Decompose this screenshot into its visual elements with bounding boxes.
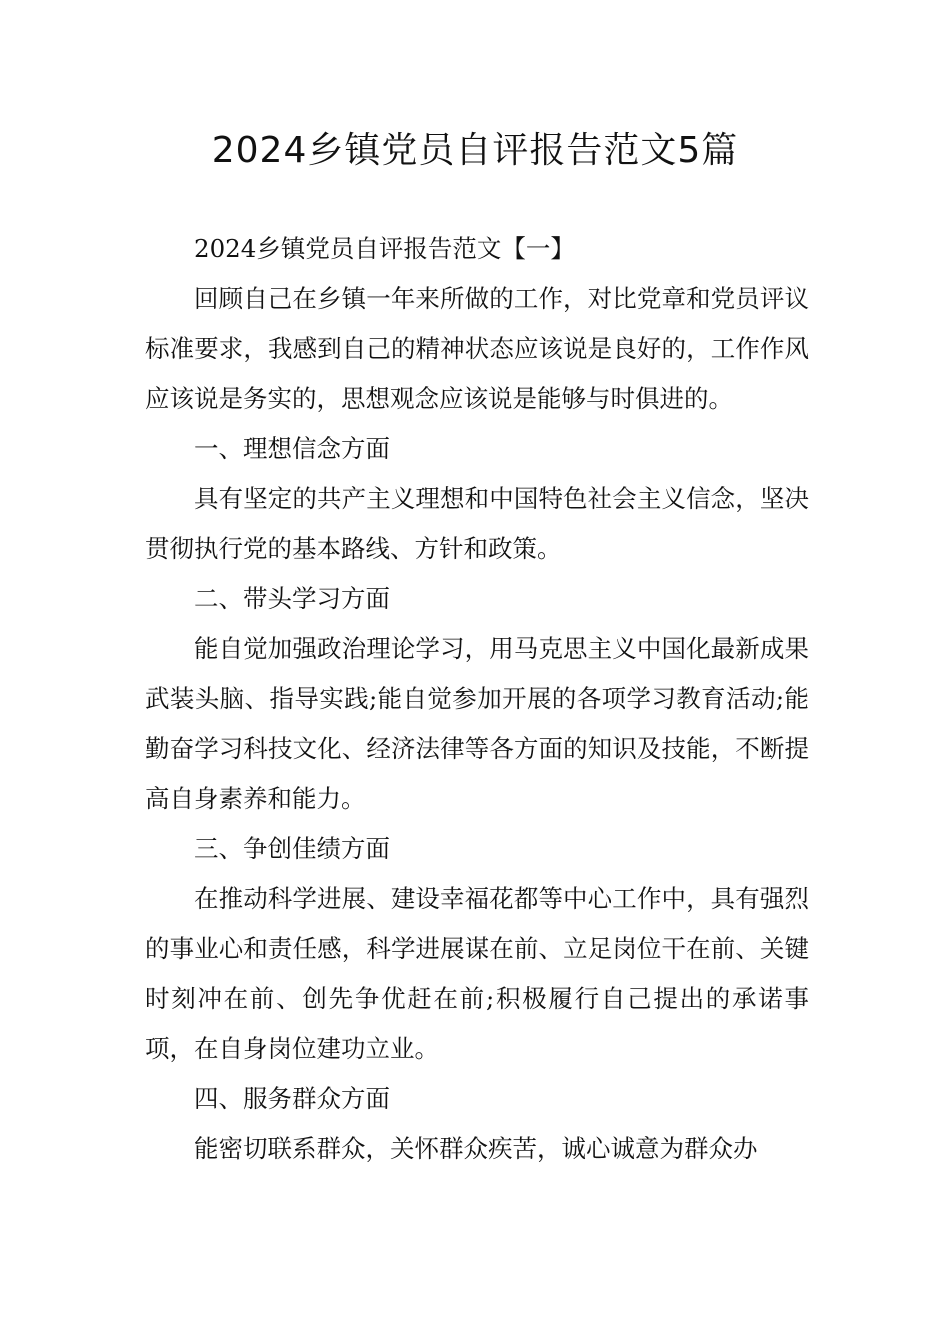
body-paragraph: 回顾自己在乡镇一年来所做的工作，对比党章和党员评议标准要求，我感到自己的精神状态应该说是良好的，工作作风应该说是务实的，思想观念应该说是能够与时俱进的。 bbox=[145, 284, 809, 413]
document-title: 2024乡镇党员自评报告范文5篇 bbox=[211, 130, 739, 171]
section-heading: 四、服务群众方面 bbox=[194, 1084, 390, 1113]
body-paragraph: 能密切联系群众，关怀群众疾苦，诚心诚意为群众办 bbox=[194, 1134, 758, 1163]
section-heading: 三、争创佳绩方面 bbox=[194, 834, 390, 863]
section-heading: 2024乡镇党员自评报告范文【一】 bbox=[194, 234, 575, 263]
section-heading: 二、带头学习方面 bbox=[194, 584, 390, 613]
body-paragraph: 在推动科学进展、建设幸福花都等中心工作中，具有强烈的事业心和责任感，科学进展谋在前、立足岗位干在前、关键时刻冲在前、创先争优赶在前;积极履行自己提出的承诺事项，在自身岗位建功立业。 bbox=[145, 884, 809, 1063]
document-body bbox=[145, 224, 809, 1174]
section-heading: 一、理想信念方面 bbox=[194, 434, 390, 463]
body-paragraph: 具有坚定的共产主义理想和中国特色社会主义信念，坚决贯彻执行党的基本路线、方针和政策。 bbox=[145, 484, 809, 563]
body-paragraph: 能自觉加强政治理论学习，用马克思主义中国化最新成果武装头脑、指导实践;能自觉参加开展的各项学习教育活动;能勤奋学习科技文化、经济法律等各方面的知识及技能，不断提高自身素养和能力。 bbox=[145, 634, 809, 813]
